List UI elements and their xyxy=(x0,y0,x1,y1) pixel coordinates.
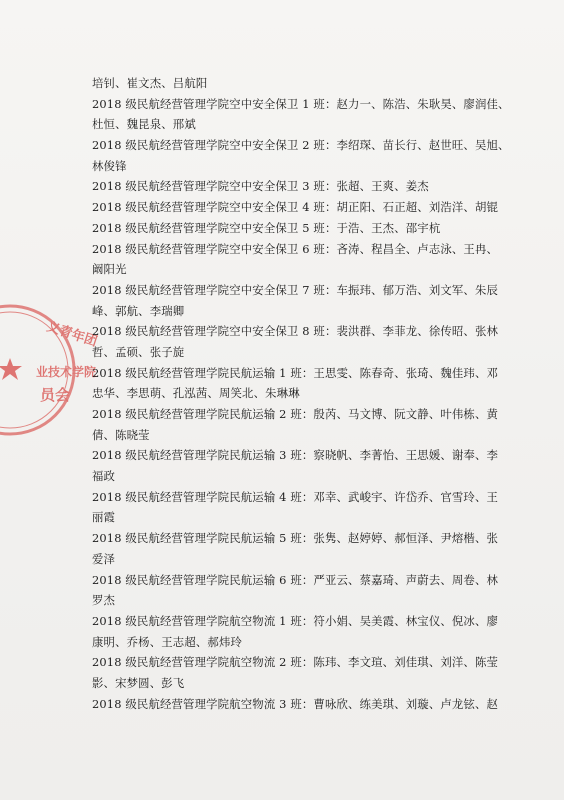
text-line: 2018 级民航经营管理学院民航运输 5 班：张隽、赵婷婷、郝恒泽、尹熔楷、张 xyxy=(92,531,499,546)
text-line: 阚阳光 xyxy=(92,262,127,277)
seal-bottom-text: 员会 xyxy=(40,386,71,404)
text-line: 丽霞 xyxy=(92,510,116,525)
text-line: 2018 级民航经营管理学院空中安全保卫 7 班：车振玮、郁万浩、刘文军、朱辰 xyxy=(92,282,499,297)
text-line: 2018 级民航经营管理学院航空物流 2 班：陈玮、李文瑄、刘佳琪、刘洋、陈莹 xyxy=(92,655,499,670)
text-line: 2018 级民航经营管理学院民航运输 3 班：察晓帆、李菁怡、王思媛、谢奉、李 xyxy=(92,448,499,463)
text-line: 2018 级民航经营管理学院航空物流 1 班：符小娟、吴美霞、林宝仪、倪冰、廖 xyxy=(92,613,499,628)
text-line: 影、宋梦圆、彭飞 xyxy=(92,675,185,690)
text-line: 2018 级民航经营管理学院民航运输 1 班：王思雯、陈春奇、张琦、魏佳玮、邓 xyxy=(92,365,499,380)
text-line: 峰、郭航、李瑞卿 xyxy=(92,303,185,318)
document-body xyxy=(92,73,510,714)
red-seal-stamp xyxy=(0,300,99,440)
text-line: 2018 级民航经营管理学院空中安全保卫 2 班：李绍琛、苗长行、赵世旺、吴旭、 xyxy=(92,138,510,153)
text-line: 2018 级民航经营管理学院空中安全保卫 6 班：吝涛、程昌全、卢志泳、王冉、 xyxy=(92,241,499,256)
text-line: 林俊锋 xyxy=(92,158,127,173)
text-line: 2018 级民航经营管理学院空中安全保卫 4 班：胡正阳、石正超、刘浩洋、胡锟 xyxy=(92,200,499,215)
text-line: 2018 级民航经营管理学院空中安全保卫 8 班：裴洪群、李菲龙、徐传昭、张林 xyxy=(92,324,499,339)
text-line: 2018 级民航经营管理学院空中安全保卫 3 班：张超、王爽、姜杰 xyxy=(92,179,429,194)
text-line: 福政 xyxy=(92,469,116,484)
text-line: 忠华、李思萌、孔泓茜、周笑北、朱琳琳 xyxy=(92,386,300,401)
text-line: 2018 级民航经营管理学院民航运输 2 班：殷芮、马文博、阮文静、叶伟栋、黄 xyxy=(92,407,499,421)
text-line: 康明、乔杨、王志超、郝炜玲 xyxy=(92,634,243,649)
text-line: 2018 级民航经营管理学院空中安全保卫 1 班：赵力一、陈浩、朱耿昊、廖润佳、 xyxy=(92,96,510,111)
text-line: 2018 级民航经营管理学院航空物流 3 班：曹咏欣、练美琪、刘璇、卢龙铉、赵 xyxy=(92,696,499,711)
text-line: 2018 级民航经营管理学院民航运输 6 班：严亚云、蔡嘉琦、声蔚去、周卷、林 xyxy=(92,572,499,587)
text-line: 倩、陈晓莹 xyxy=(92,427,150,442)
text-line: 爱泽 xyxy=(92,551,116,566)
text-line: 培钊、崔文杰、吕航阳 xyxy=(92,76,208,90)
seal-top-text: 义青年团 xyxy=(44,319,99,350)
seal-star-icon xyxy=(0,358,22,380)
seal-middle-text: 业技术学院 xyxy=(36,365,97,379)
text-line: 杜恒、魏昆泉、邢斌 xyxy=(92,117,196,132)
text-line: 2018 级民航经营管理学院空中安全保卫 5 班：于浩、王杰、邵宇杭 xyxy=(92,220,441,235)
text-line: 哲、孟硕、张子旋 xyxy=(92,344,185,359)
text-line: 2018 级民航经营管理学院民航运输 4 班：邓幸、武峻宇、许岱乔、官雪玲、王 xyxy=(92,489,499,504)
text-line: 罗杰 xyxy=(92,593,116,608)
